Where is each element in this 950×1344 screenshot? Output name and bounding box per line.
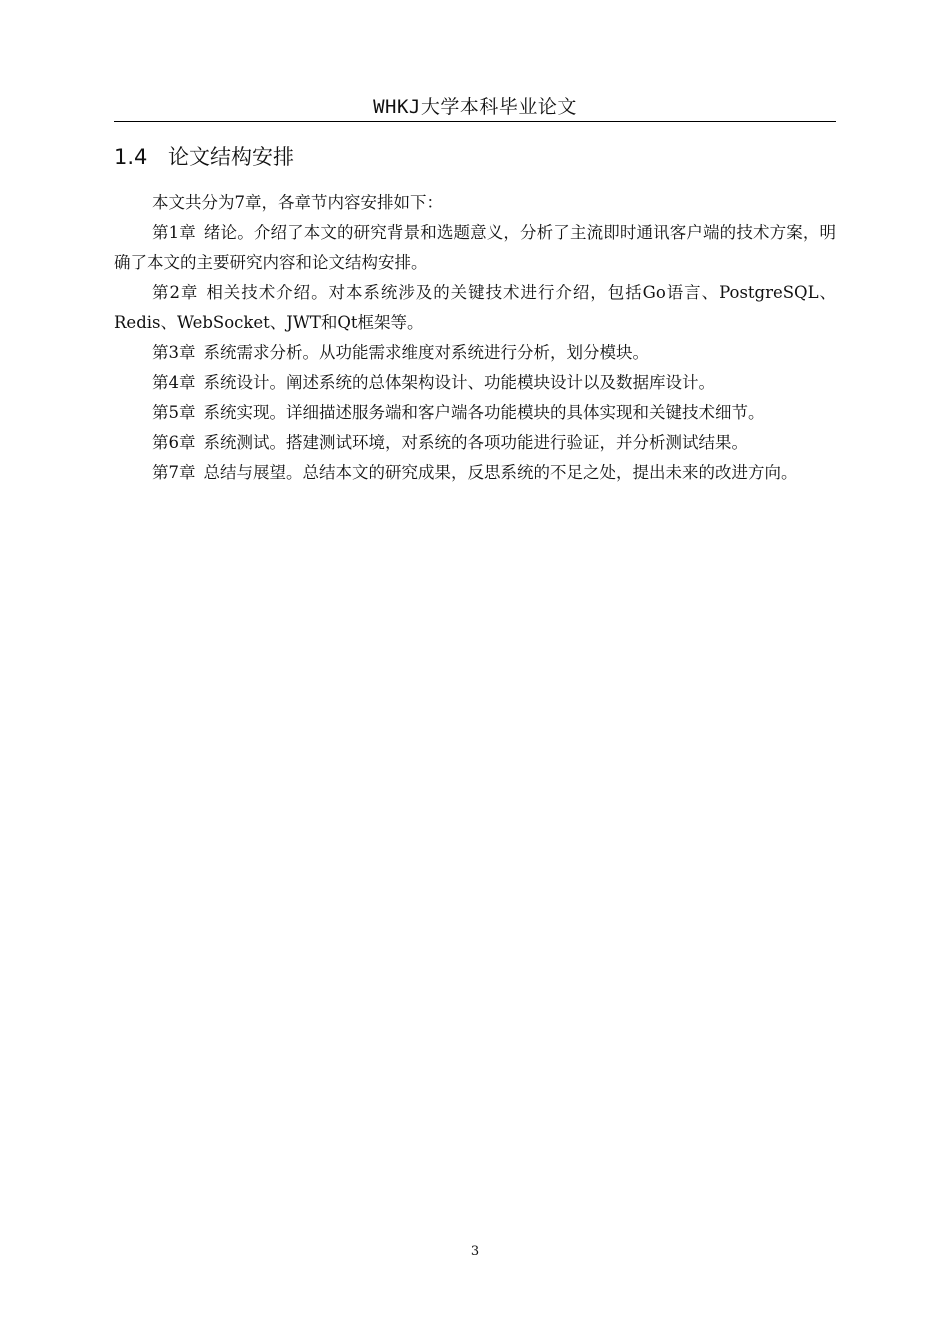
chapter-paragraph-7 [114, 458, 836, 488]
chapter-label: 第3章 [152, 343, 196, 362]
chapter-description: 系统需求分析。从功能需求维度对系统进行分析，划分模块。 [203, 343, 649, 362]
chapter-description: 总结与展望。总结本文的研究成果，反思系统的不足之处，提出未来的改进方向。 [203, 463, 798, 482]
chapter-description: 绪论。介绍了本文的研究背景和选题意义，分析了主流即时通讯客户端的技术方案，明确了本文的主要研究内容和论文结构安排。 [114, 223, 837, 272]
chapter-description: 系统测试。搭建测试环境，对系统的各项功能进行验证，并分析测试结果。 [203, 433, 748, 452]
chapter-paragraph-2 [114, 278, 836, 338]
chapter-label: 第7章 [152, 463, 196, 482]
intro-paragraph: 本文共分为7章，各章节内容安排如下： [152, 193, 443, 212]
running-header: WHKJ大学本科毕业论文 [373, 96, 577, 118]
chapter-label: 第5章 [152, 403, 196, 422]
chapter-paragraph-5 [114, 398, 836, 428]
chapter-label: 第4章 [152, 373, 196, 392]
chapter-paragraph-6 [114, 428, 836, 458]
page-number: 3 [470, 1244, 480, 1259]
chapter-label: 第6章 [152, 433, 196, 452]
chapter-description: 系统设计。阐述系统的总体架构设计、功能模块设计以及数据库设计。 [203, 373, 715, 392]
header-rule [114, 121, 836, 122]
section-number: 1.4 [114, 145, 148, 169]
chapter-description: 系统实现。详细描述服务端和客户端各功能模块的具体实现和关键技术细节。 [203, 403, 765, 422]
section-heading [114, 142, 836, 172]
chapter-label: 第2章 [152, 283, 199, 302]
body-text [114, 188, 836, 488]
chapter-paragraph-1 [114, 218, 836, 278]
chapter-paragraph-4 [114, 368, 836, 398]
chapter-label: 第1章 [152, 223, 196, 242]
chapter-description: 相关技术介绍。对本系统涉及的关键技术进行介绍，包括Go语言、PostgreSQL、Redis、WebSocket、JWT和Qt框架等。 [114, 283, 836, 332]
section-title: 论文结构安排 [168, 145, 294, 169]
chapter-paragraph-3 [114, 338, 836, 368]
